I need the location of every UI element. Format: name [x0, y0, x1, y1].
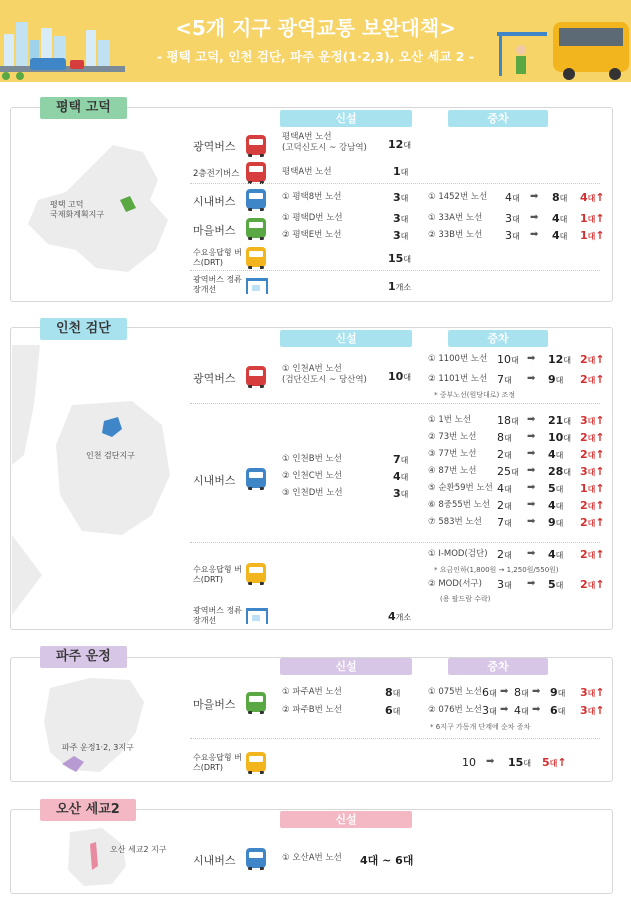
- village-bus-icon: [246, 692, 266, 712]
- ic-inc-from-8: 2대: [497, 499, 512, 512]
- pj-inc-b-1: 8대: [514, 686, 529, 699]
- header-increase-pj: 증차: [448, 658, 548, 675]
- pt-inc-from-3: 3대: [505, 229, 520, 242]
- section-title-osan: 오산 세교2: [40, 799, 136, 821]
- drt-bus-icon: [246, 563, 266, 583]
- village-bus-icon: [246, 218, 266, 238]
- map-label-paju: 파주 운정1·2, 3지구: [62, 743, 134, 752]
- ic-inc-route-9: ⑦ 583번 노선: [428, 517, 482, 527]
- pj-inc-to-2: 6대: [550, 704, 566, 717]
- pt-new-count-2: 1대: [393, 165, 409, 178]
- metro-bus-icon: [246, 135, 266, 155]
- arrow-right-icon: ➡: [527, 578, 536, 589]
- section-title-paju: 파주 운정: [40, 646, 127, 668]
- header-new-pj: 신설: [280, 658, 412, 675]
- ic-inc-from-1: 10대: [497, 353, 519, 366]
- arrow-right-icon: ➡: [532, 704, 541, 715]
- type-city-bus-os: 시내버스: [193, 854, 236, 867]
- ic-inc-plus-11: 2대↑: [580, 578, 605, 591]
- map-incheon: [12, 345, 182, 615]
- os-new-count-1: 4대 ~ 6대: [360, 854, 414, 867]
- pt-inc-to-1: 8대: [552, 191, 568, 204]
- type-metro-bus-pt: 광역버스: [193, 140, 236, 153]
- ic-inc-route-6: ④ 87번 노선: [428, 466, 477, 476]
- ic-inc-from-3: 18대: [497, 414, 519, 427]
- header-new-os: 신설: [280, 811, 412, 828]
- ic-inc-from-9: 7대: [497, 516, 512, 529]
- ic-inc-from-10: 2대: [497, 548, 512, 561]
- type-drt-pj: 수요응답형 버스(DRT): [193, 753, 242, 772]
- type-city-bus-pt: 시내버스: [193, 195, 236, 208]
- bus-shelter-icon: [246, 608, 268, 624]
- pt-new-count-3: 3대: [393, 191, 409, 204]
- header-increase-pt: 증차: [448, 110, 548, 127]
- pt-inc-route-1: ① 1452번 노선: [428, 192, 488, 202]
- pt-inc-from-2: 3대: [505, 212, 520, 225]
- ic-new-route-1-sub: (검단신도시 ~ 당산역): [282, 375, 367, 385]
- ic-inc-route-4: ② 73번 노선: [428, 432, 477, 442]
- arrow-right-icon: ➡: [527, 548, 536, 559]
- ic-inc-plus-1: 2대↑: [580, 353, 605, 366]
- os-new-route-1: ① 오산A번 노선: [282, 853, 342, 863]
- type-drt-pt: 수요응답형 버스(DRT): [193, 248, 242, 267]
- pt-new-count-5: 3대: [393, 229, 409, 242]
- map-label-pyeongtaek: 평택 고덕 국제화계획지구: [50, 200, 105, 219]
- pt-new-count-1: 12대: [388, 138, 412, 151]
- ic-inc-plus-7: 1대↑: [580, 482, 605, 495]
- ic-inc-from-2: 7대: [497, 373, 512, 386]
- ic-inc-plus-2: 2대↑: [580, 373, 605, 386]
- ic-note-2: * 요금인하(1,800원 → 1,250원/550원): [434, 566, 559, 574]
- bus-shelter-icon: [246, 278, 268, 294]
- pt-inc-plus-3: 1대↑: [580, 229, 605, 242]
- header-new-pt: 신설: [280, 110, 412, 127]
- pt-inc-plus-2: 1대↑: [580, 212, 605, 225]
- arrow-right-icon: ➡: [527, 448, 536, 459]
- ic-inc-to-6: 28대: [548, 465, 572, 478]
- pj-note: * 6지구 가동개 단계에 순차 증차: [430, 723, 531, 731]
- pj-drt-to: 15대: [508, 756, 532, 769]
- ic-inc-plus-5: 2대↑: [580, 448, 605, 461]
- header-banner: [0, 0, 631, 82]
- ic-note-3: (용 팔드람 수락): [440, 595, 491, 603]
- type-double-decker-pt: 2층전기버스: [193, 169, 240, 179]
- pt-new-route-1-sub: (고덕신도시 ~ 강남역): [282, 143, 367, 153]
- ic-inc-plus-6: 3대↑: [580, 465, 605, 478]
- pj-new-count-2: 6대: [385, 704, 401, 717]
- map-paju: [40, 672, 150, 776]
- ic-new-route-3: ② 인천C번 노선: [282, 471, 343, 481]
- ic-inc-route-11: ② MOD(서구): [428, 579, 482, 589]
- ic-inc-route-1: ① 1100번 노선: [428, 354, 488, 364]
- pt-inc-route-3: ② 33B번 노선: [428, 230, 483, 240]
- arrow-right-icon: ➡: [532, 686, 541, 697]
- pj-inc-route-2: ② 076번 노선: [428, 705, 482, 715]
- section-title-pyeongtaek: 평택 고덕: [40, 97, 127, 119]
- arrow-right-icon: ➡: [527, 465, 536, 476]
- pj-drt-from: 10: [462, 756, 476, 769]
- ic-inc-to-3: 21대: [548, 414, 572, 427]
- type-metro-bus-ic: 광역버스: [193, 372, 236, 385]
- double-decker-bus-icon: [246, 162, 266, 182]
- ic-inc-route-2: ② 1101번 노선: [428, 374, 488, 384]
- section-title-incheon: 인천 검단: [40, 318, 127, 340]
- pt-new-count-6: 15대: [388, 252, 412, 265]
- map-label-incheon: 인천 검단지구: [86, 451, 135, 460]
- pj-inc-a-1: 6대: [482, 686, 497, 699]
- city-bus-icon: [246, 468, 266, 488]
- ic-inc-route-7: ⑤ 순환59번 노선: [428, 483, 493, 493]
- ic-new-count-2: 7대: [393, 453, 409, 466]
- pt-inc-plus-1: 4대↑: [580, 191, 605, 204]
- pt-inc-to-2: 4대: [552, 212, 568, 225]
- arrow-right-icon: ➡: [527, 499, 536, 510]
- pt-inc-from-1: 4대: [505, 191, 520, 204]
- ic-inc-plus-8: 2대↑: [580, 499, 605, 512]
- arrow-right-icon: ➡: [527, 431, 536, 442]
- ic-new-count-3: 4대: [393, 470, 409, 483]
- arrow-right-icon: ➡: [530, 229, 539, 240]
- arrow-right-icon: ➡: [530, 191, 539, 202]
- ic-new-count-4: 3대: [393, 487, 409, 500]
- pj-new-route-2: ② 파주B번 노선: [282, 705, 342, 715]
- arrow-right-icon: ➡: [527, 482, 536, 493]
- ic-new-route-4: ③ 인천D번 노선: [282, 488, 343, 498]
- type-village-bus-pj: 마을버스: [193, 698, 236, 711]
- type-stop-pt: 광역버스 정류장개선: [193, 275, 242, 294]
- drt-bus-icon: [246, 247, 266, 267]
- map-osan: [62, 826, 132, 888]
- ic-inc-from-4: 8대: [497, 431, 512, 444]
- arrow-right-icon: ➡: [500, 704, 509, 715]
- arrow-right-icon: ➡: [486, 756, 495, 767]
- ic-inc-to-5: 4대: [548, 448, 564, 461]
- ic-inc-to-1: 12대: [548, 353, 572, 366]
- pj-new-route-1: ① 파주A번 노선: [282, 687, 342, 697]
- ic-new-count-5: 4개소: [388, 610, 412, 623]
- ic-new-count-1: 10대: [388, 370, 412, 383]
- arrow-right-icon: ➡: [500, 686, 509, 697]
- arrow-right-icon: ➡: [527, 353, 536, 364]
- pt-new-route-1: 평택A번 노선: [282, 132, 332, 142]
- ic-inc-route-5: ③ 77번 노선: [428, 449, 477, 459]
- page-title: <5개 지구 광역교통 보완대책>: [175, 16, 456, 40]
- pt-inc-to-3: 4대: [552, 229, 568, 242]
- bus-stop-illustration: [491, 8, 631, 82]
- pj-inc-route-1: ① 075번 노선: [428, 687, 482, 697]
- ic-inc-to-7: 5대: [548, 482, 564, 495]
- ic-inc-from-7: 4대: [497, 482, 512, 495]
- pj-new-count-1: 8대: [385, 686, 401, 699]
- ic-inc-to-8: 4대: [548, 499, 564, 512]
- pt-new-route-5: ② 평택E번 노선: [282, 230, 342, 240]
- pj-inc-a-2: 3대: [482, 704, 497, 717]
- arrow-right-icon: ➡: [530, 212, 539, 223]
- pt-new-count-4: 3대: [393, 212, 409, 225]
- type-village-bus-pt: 마을버스: [193, 224, 236, 237]
- type-city-bus-ic: 시내버스: [193, 474, 236, 487]
- type-drt-ic: 수요응답형 버스(DRT): [193, 565, 242, 584]
- pt-new-route-2: 평택A번 노선: [282, 167, 332, 177]
- map-label-osan: 오산 세교2 지구: [110, 845, 167, 854]
- ic-inc-from-5: 2대: [497, 448, 512, 461]
- drt-bus-icon: [246, 752, 266, 772]
- header-increase-ic: 증차: [448, 330, 548, 347]
- pj-inc-plus-1: 3대↑: [580, 686, 605, 699]
- city-bus-icon: [246, 189, 266, 209]
- ic-inc-from-11: 3대: [497, 578, 512, 591]
- ic-inc-to-9: 9대: [548, 516, 564, 529]
- ic-inc-plus-9: 2대↑: [580, 516, 605, 529]
- city-bus-icon: [246, 848, 266, 868]
- arrow-right-icon: ➡: [527, 516, 536, 527]
- ic-inc-from-6: 25대: [497, 465, 519, 478]
- ic-new-route-2: ① 인천B번 노선: [282, 454, 342, 464]
- ic-inc-plus-3: 3대↑: [580, 414, 605, 427]
- pj-drt-plus: 5대↑: [542, 756, 567, 769]
- pj-inc-b-2: 4대: [514, 704, 529, 717]
- ic-new-route-1: ① 인천A번 노선: [282, 364, 342, 374]
- ic-inc-to-11: 5대: [548, 578, 564, 591]
- ic-inc-plus-4: 2대↑: [580, 431, 605, 444]
- pj-inc-to-1: 9대: [550, 686, 566, 699]
- ic-inc-route-8: ⑥ 8중55번 노선: [428, 500, 491, 510]
- ic-inc-plus-10: 2대↑: [580, 548, 605, 561]
- arrow-right-icon: ➡: [527, 414, 536, 425]
- header-new-ic: 신설: [280, 330, 412, 347]
- metro-bus-icon: [246, 366, 266, 386]
- ic-note-1: * 중부노선(원당대로) 조정: [434, 391, 516, 399]
- ic-inc-route-3: ① 1번 노선: [428, 415, 472, 425]
- ic-inc-to-4: 10대: [548, 431, 572, 444]
- pt-new-route-4: ① 평택D번 노선: [282, 213, 343, 223]
- arrow-right-icon: ➡: [527, 373, 536, 384]
- ic-inc-to-2: 9대: [548, 373, 564, 386]
- ic-inc-route-10: ① I-MOD(검단): [428, 549, 488, 559]
- pt-new-route-3: ① 평택8번 노선: [282, 192, 342, 202]
- pt-inc-route-2: ① 33A번 노선: [428, 213, 483, 223]
- pt-new-count-7: 1개소: [388, 280, 412, 293]
- page-subtitle: - 평택 고덕, 인천 검단, 파주 운정(1·2,3), 오산 세교 2 -: [156, 49, 475, 64]
- ic-inc-to-10: 4대: [548, 548, 564, 561]
- type-stop-ic: 광역버스 정류장개선: [193, 606, 242, 625]
- pj-inc-plus-2: 3대↑: [580, 704, 605, 717]
